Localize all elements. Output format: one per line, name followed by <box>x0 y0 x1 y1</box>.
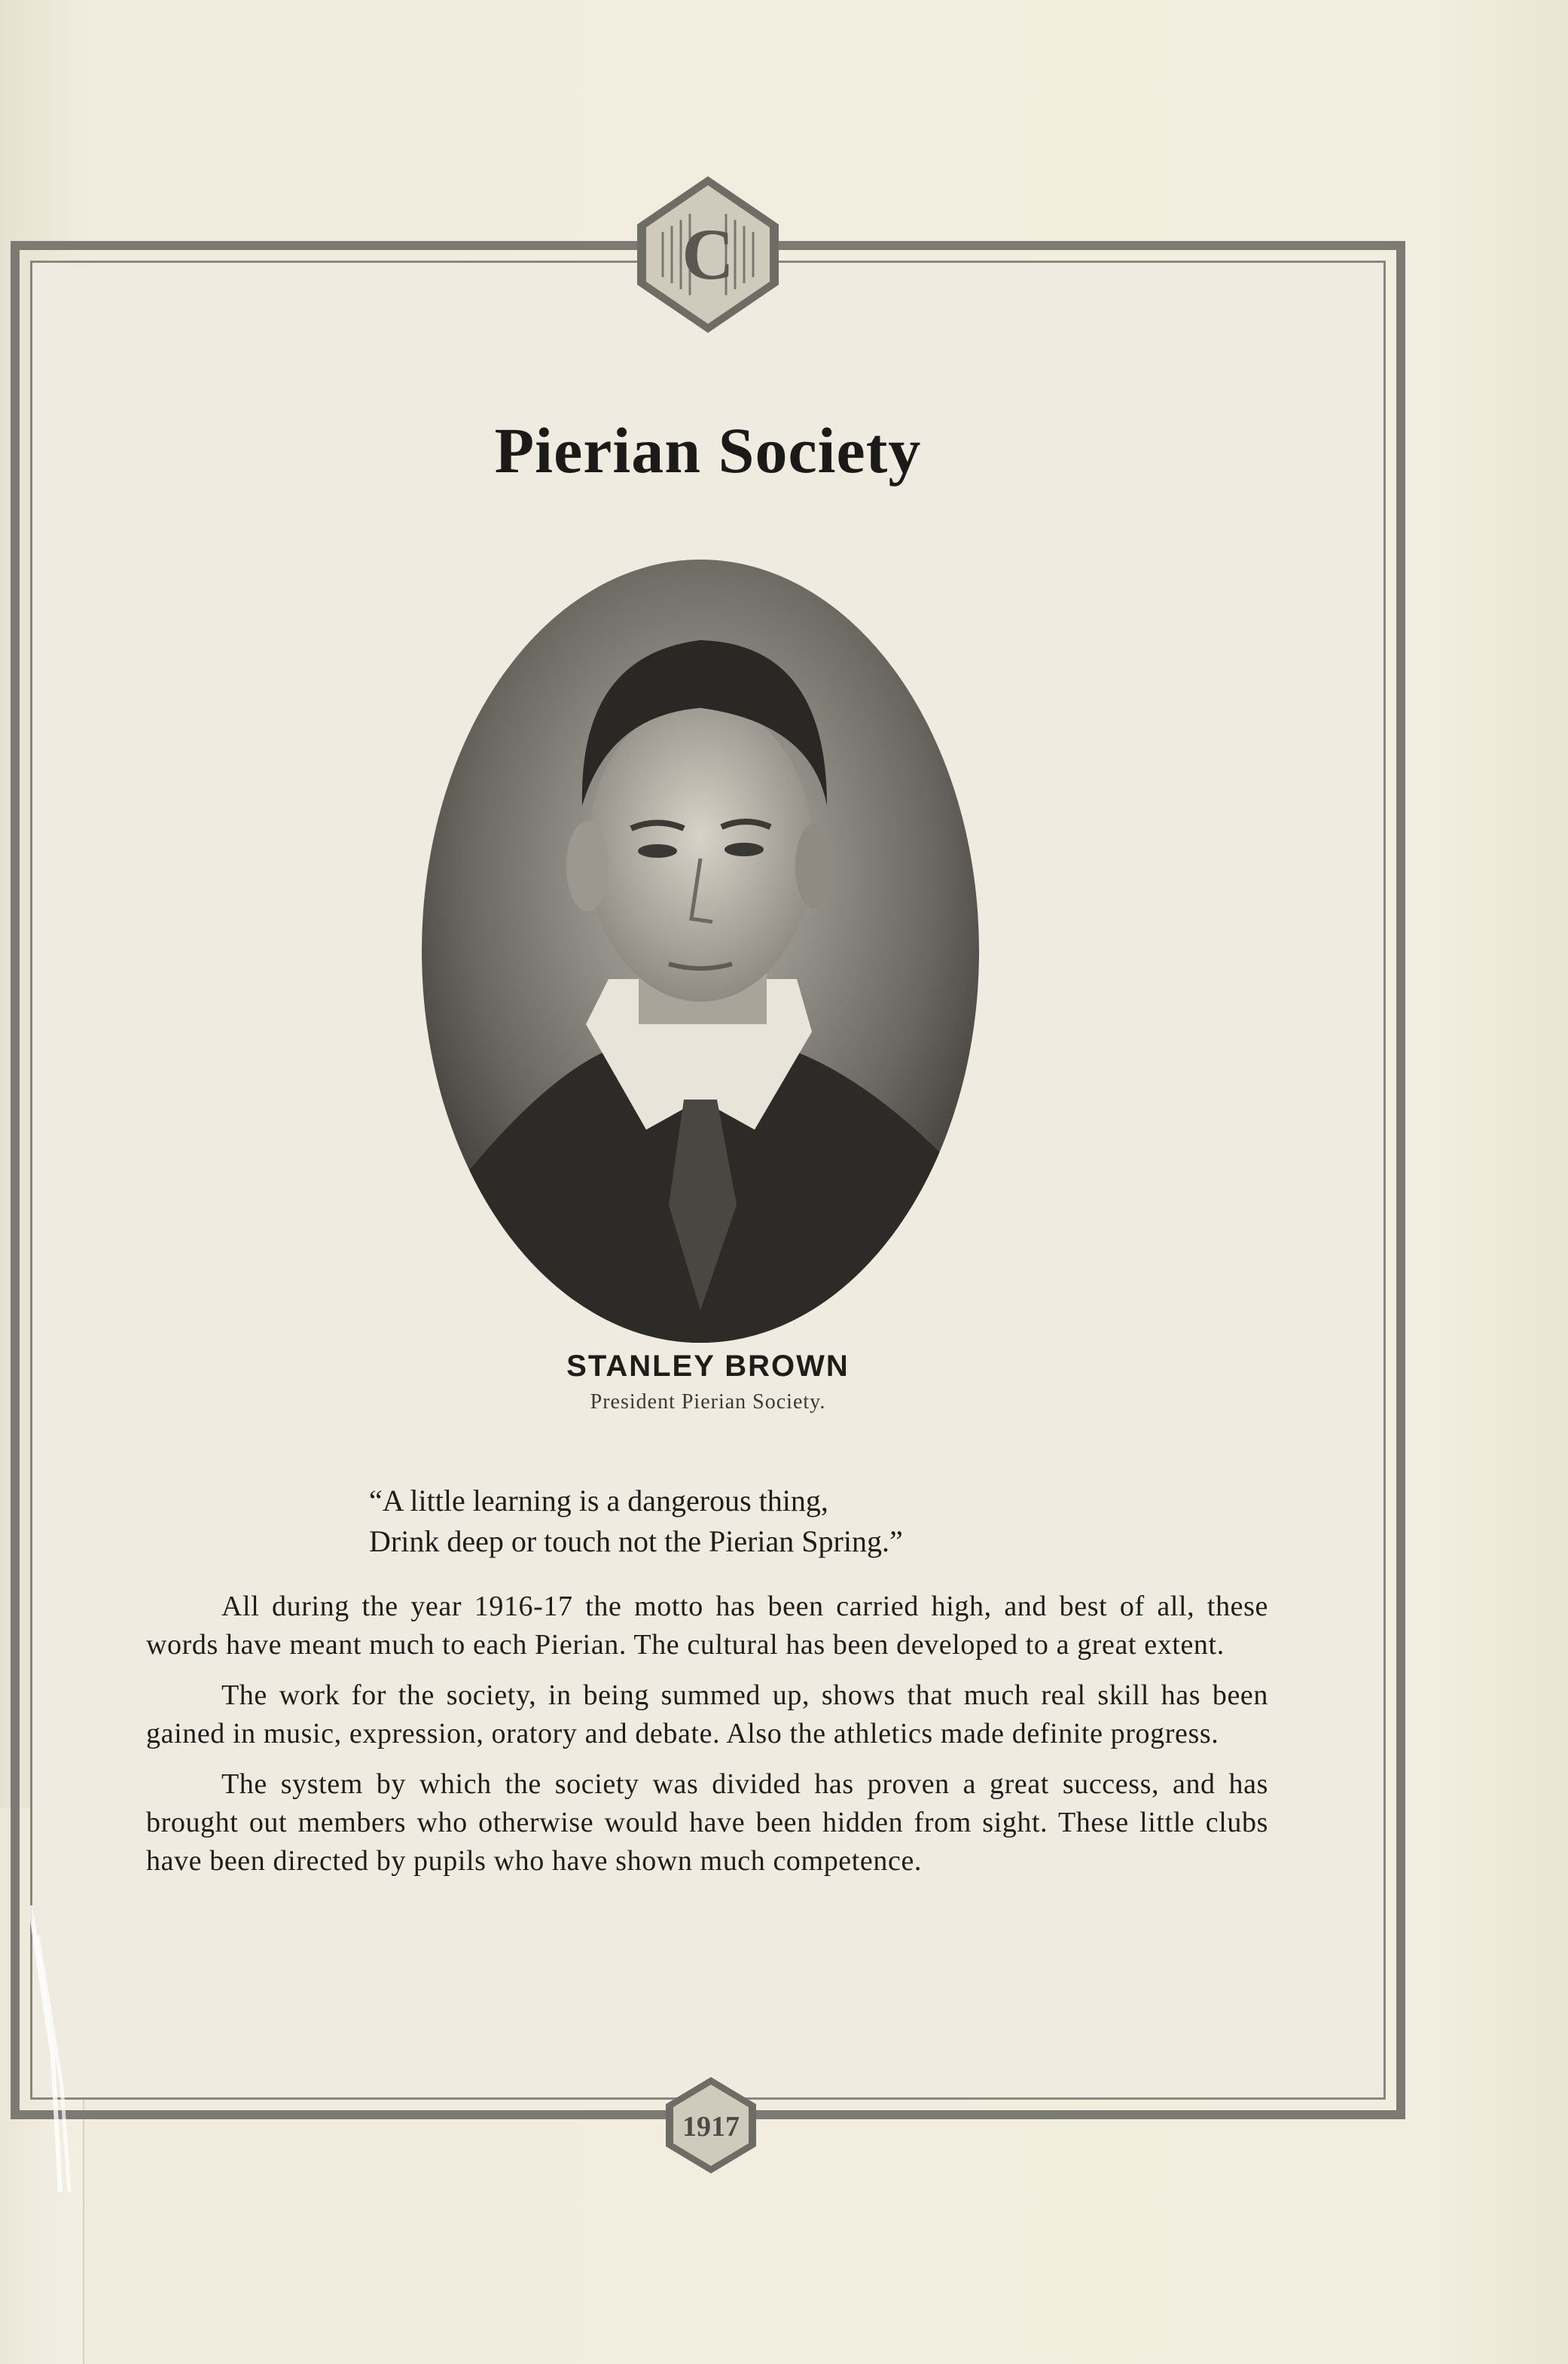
article-body <box>146 1588 1268 1893</box>
quote-line-1: “A little learning is a dangerous thing, <box>369 1484 828 1518</box>
portrait-name: STANLEY BROWN <box>566 1350 850 1383</box>
paragraph-1: All during the year 1916-17 the motto has been carried high, and best of all, these words have meant much to each Pierian. The cultural has been developed to a great extent. <box>146 1591 1268 1661</box>
emblem-year-icon <box>663 2074 759 2176</box>
portrait-role: President Pierian Society. <box>590 1390 826 1414</box>
svg-text:1917: 1917 <box>682 2111 740 2143</box>
motto-quote <box>369 1481 1197 1562</box>
paragraph-2: The work for the society, in being summed up, shows that much real skill has been gained in music, expression, oratory and debate. Also the athletics made definite progress. <box>146 1679 1268 1749</box>
quote-line-2: Drink deep or touch not the Pierian Spring.” <box>369 1524 903 1558</box>
svg-text:C: C <box>682 214 734 294</box>
page-title: Pierian Society <box>494 414 922 487</box>
paragraph-3: The system by which the society was divided has proven a great success, and has brought out members who otherwise would have been hidden from sight. These little clubs have been directed by pupils who have shown much competence. <box>146 1768 1268 1877</box>
binding-tab-marks <box>30 1905 75 2192</box>
emblem-c-icon <box>633 172 783 337</box>
portrait-photo <box>420 557 981 1345</box>
